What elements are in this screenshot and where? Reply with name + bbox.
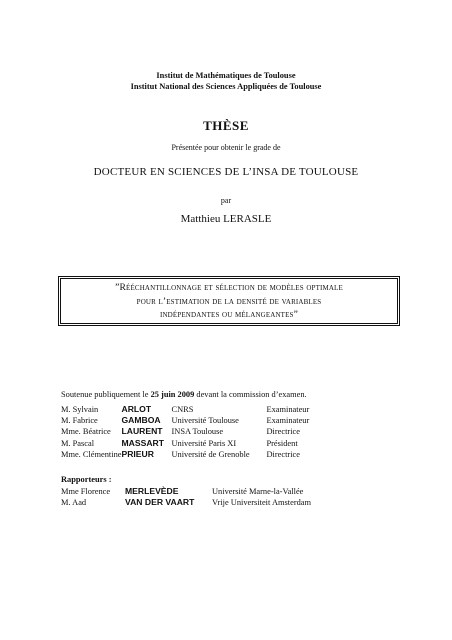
reviewer-institution: Vrije Universiteit Amsterdam [212, 498, 312, 508]
jury-role: Examinateur [266, 416, 310, 426]
jury-role: Directrice [266, 449, 300, 459]
reviewer-institution: Université Marne-la-Vallée [212, 487, 304, 496]
jury-last-name: LAURENT [121, 426, 163, 437]
jury-institution: Université Paris XI [171, 438, 237, 448]
reviewer-last-name: VAN DER VAART [125, 497, 195, 508]
reviewers-heading: Rapporteurs : [61, 475, 112, 484]
table-row [61, 449, 309, 460]
defense-date: 25 juin 2009 [150, 390, 195, 399]
defense-prefix: Soutenue publiquement le [61, 390, 149, 399]
thesis-title-line-2: pour l’estimation de la densité de variables [136, 295, 322, 307]
reviewer-last-name: MERLEVÈDE [125, 486, 179, 496]
table-row [61, 486, 311, 497]
reviewer-first-name: M. Aad [61, 498, 87, 508]
jury-first-name: Mme. Clémentine [61, 449, 122, 459]
jury-institution: CNRS [171, 405, 194, 414]
jury-last-name: PRIEUR [121, 448, 154, 459]
defense-statement [61, 390, 307, 399]
jury-role: Président [266, 438, 298, 448]
jury-institution: Université Toulouse [171, 416, 239, 426]
table-row [61, 426, 309, 437]
author-name: Matthieu LERASLE [180, 213, 272, 225]
jury-role: Directrice [266, 427, 300, 437]
jury-first-name: M. Fabrice [61, 416, 98, 426]
jury-last-name: MASSART [121, 437, 164, 448]
jury-last-name: GAMBOA [121, 415, 161, 426]
jury-last-name: ARLOT [121, 404, 152, 414]
reviewers-table [61, 486, 311, 508]
jury-first-name: M. Pascal [61, 438, 95, 448]
table-row [61, 404, 309, 415]
by-label: par [220, 196, 232, 205]
jury-first-name: Mme. Béatrice [61, 427, 111, 437]
institution-line-2: Institut National des Sciences Appliquées de Toulouse [130, 82, 322, 91]
table-row [61, 415, 309, 426]
defense-suffix: devant la commission d’examen. [196, 390, 307, 399]
table-row [61, 438, 309, 449]
jury-institution: INSA Toulouse [171, 427, 224, 437]
table-row [61, 497, 311, 508]
degree: DOCTEUR EN SCIENCES DE L’INSA DE TOULOUSE [93, 166, 359, 178]
jury-role: Examinateur [266, 405, 310, 414]
document-type: THÈSE [203, 118, 249, 133]
jury-first-name: M. Sylvain [61, 405, 99, 414]
presented-for: Présentée pour obtenir le grade de [171, 143, 281, 152]
reviewer-first-name: Mme Florence [61, 487, 111, 496]
thesis-title-box [60, 278, 398, 324]
jury-institution: Université de Grenoble [171, 449, 250, 459]
thesis-title-line-1: ”Rééchantillonnage et sélection de modèles optimale [115, 282, 343, 293]
thesis-title-line-3: indépendantes ou mélangeantes” [160, 309, 298, 320]
jury-table [61, 404, 309, 460]
institution-line-1: Institut de Mathématiques de Toulouse [156, 71, 296, 80]
